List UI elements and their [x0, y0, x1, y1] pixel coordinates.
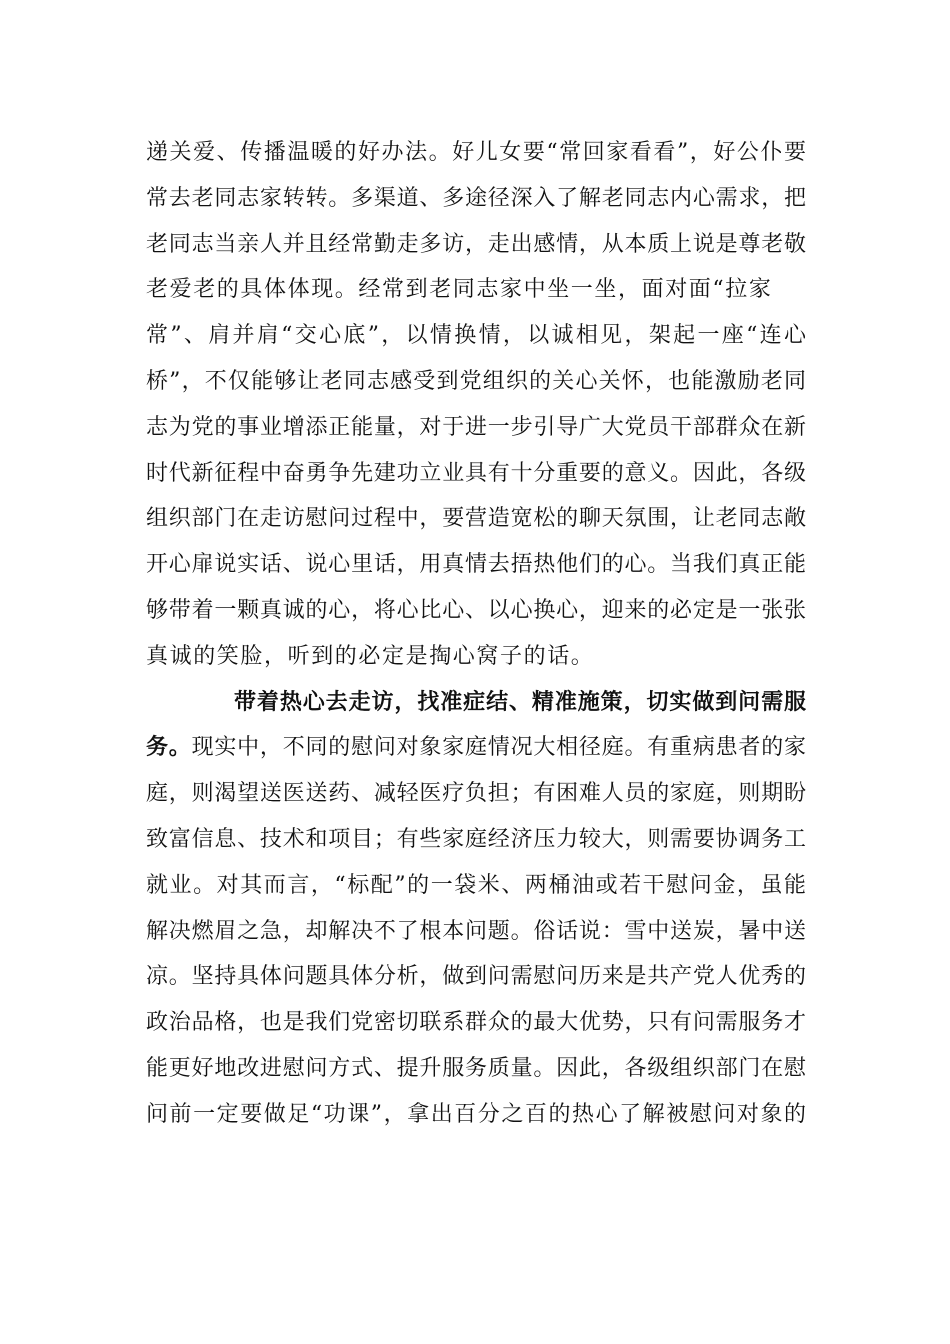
text-line: 问前一定要做足“功课”，拿出百分之百的热心了解被慰问对象的: [146, 1101, 806, 1127]
text-line: 解决燃眉之急，却解决不了根本问题。俗话说：雪中送炭，暑中送: [146, 918, 806, 944]
text-line: 够带着一颗真诚的心，将心比心、以心换心，迎来的必定是一张张: [146, 597, 806, 623]
text-line: 就业。对其而言，“标配”的一袋米、两桶油或若干慰问金，虽能: [146, 872, 806, 898]
text-line: 志为党的事业增添正能量，对于进一步引导广大党员干部群众在新: [146, 414, 806, 440]
text-line: 老同志当亲人并且经常勤走多访，走出感情，从本质上说是尊老敬: [146, 231, 806, 257]
text-line: 时代新征程中奋勇争先建功立业具有十分重要的意义。因此，各级: [146, 460, 806, 486]
paragraph-heading: 带着热心去走访，找准症结、精准施策，切实做到问需服: [234, 688, 806, 715]
text-line: 凉。坚持具体问题具体分析，做到问需慰问历来是共产党人优秀的: [146, 964, 806, 990]
text-line: 致富信息、技术和项目；有些家庭经济压力较大，则需要协调务工: [146, 826, 806, 852]
text-line: 递关爱、传播温暖的好办法。好儿女要“常回家看看”，好公仆要: [146, 140, 806, 165]
text-line: 常去老同志家转转。多渠道、多途径深入了解老同志内心需求，把: [146, 185, 806, 211]
text-line: 组织部门在走访慰问过程中，要营造宽松的聊天氛围，让老同志敞: [146, 506, 806, 532]
text-line: 能更好地改进慰问方式、提升服务质量。因此，各级组织部门在慰: [146, 1055, 806, 1081]
text-line-rest: 现实中，不同的慰问对象家庭情况大相径庭。有重病患者的家: [191, 735, 806, 761]
text-line: 桥”，不仅能够让老同志感受到党组织的关心关怀，也能激励老同: [146, 368, 806, 394]
text-line: 庭，则渴望送医送药、减轻医疗负担；有困难人员的家庭，则期盼: [146, 781, 806, 807]
text-line: 常”、肩并肩“交心底”，以情换情，以诚相见，架起一座“连心: [146, 323, 806, 349]
text-line: 老爱老的具体体现。经常到老同志家中坐一坐，面对面“拉家: [146, 277, 773, 303]
document-body: [146, 130, 806, 1138]
paragraph-heading-end: 务。: [146, 734, 192, 761]
text-line: 开心扉说实话、说心里话，用真情去捂热他们的心。当我们真正能: [146, 552, 806, 578]
text-line: [146, 725, 806, 771]
text-line: 真诚的笑脸，听到的必定是掏心窝子的话。: [146, 643, 595, 669]
paragraph-visits: [146, 130, 806, 680]
paragraph-needs-service: [146, 680, 806, 1138]
text-line: 政治品格，也是我们党密切联系群众的最大优势，只有问需服务才: [146, 1010, 806, 1036]
